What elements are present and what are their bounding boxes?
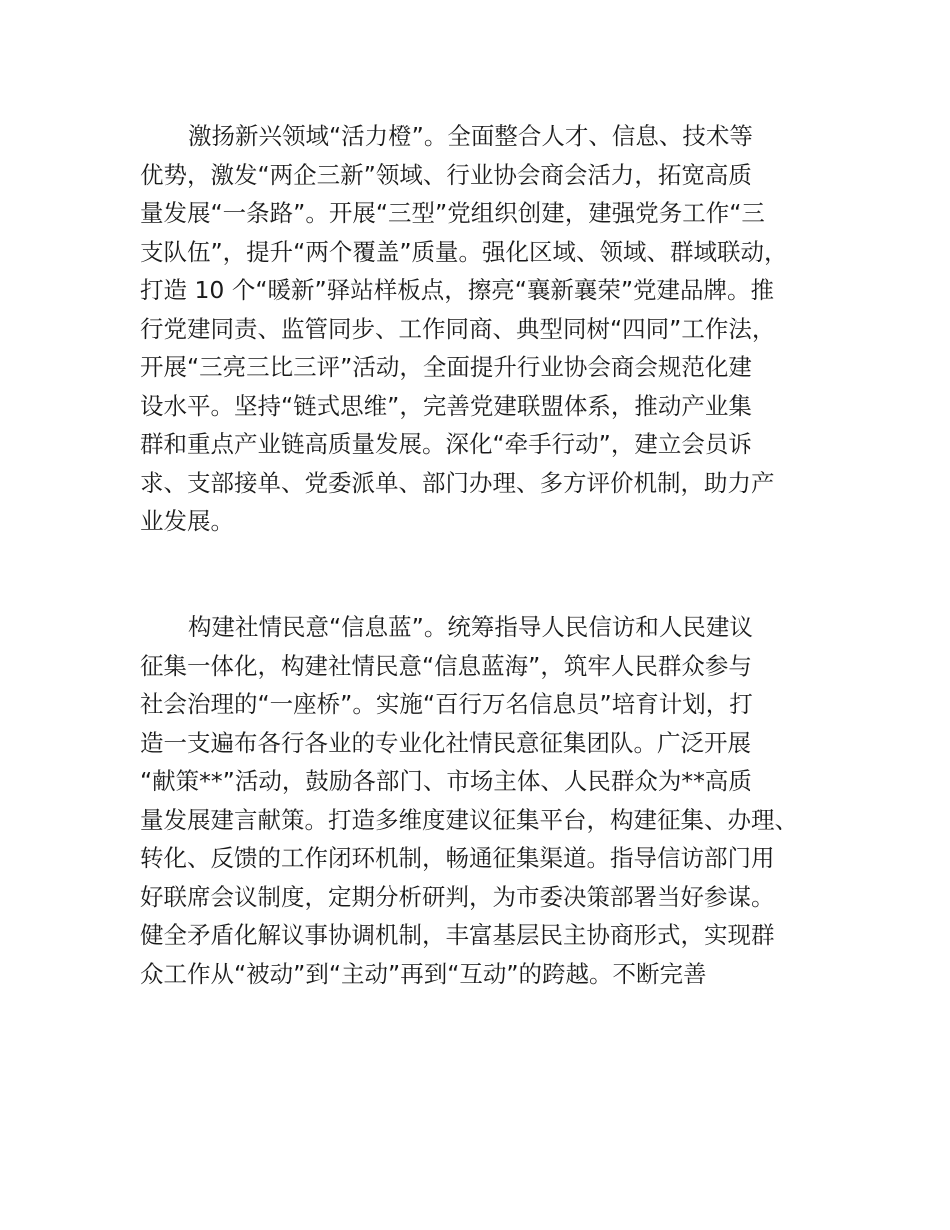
text-line: 打造 10 个“暖新”驿站样板点，擦亮“襄新襄荣”党建品牌。推 <box>140 276 775 304</box>
text-line: 量发展“一条路”。开展“三型”党组织创建，建强党务工作“三 <box>140 199 765 227</box>
text-line: 量发展建言献策。打造多维度建议征集平台，构建征集、办理、 <box>140 805 798 834</box>
text-line: 征集一体化，构建社情民意“信息蓝海”，筑牢人民群众参与 <box>140 651 752 680</box>
text-line: 支队伍”，提升“两个覆盖”质量。强化区域、领域、群域联动， <box>140 237 788 266</box>
text-line: 造一支遍布各行各业的专业化社情民意征集团队。广泛开展 <box>140 728 751 757</box>
text-line: 社会治理的“一座桥”。实施“百行万名信息员”培育计划，打 <box>140 690 753 718</box>
text-line: 构建社情民意“信息蓝”。统筹指导人民信访和人民建议 <box>188 613 753 641</box>
text-line: 好联席会议制度，定期分析研判，为市委决策部署当好参谋。 <box>140 882 775 911</box>
paragraph-vitality-orange <box>140 117 820 541</box>
text-line: 开展“三亮三比三评”活动，全面提升行业协会商会规范化建 <box>140 353 752 381</box>
text-line: 业发展。 <box>140 507 234 535</box>
text-line: 求、支部接单、党委派单、部门办理、多方评价机制，助力产 <box>140 468 775 497</box>
text-line: 激扬新兴领域“活力橙”。全面整合人才、信息、技术等 <box>188 122 753 150</box>
text-line: 健全矛盾化解议事协调机制，丰富基层民主协商形式，实现群 <box>140 921 775 949</box>
text-line: 设水平。坚持“链式思维”，完善党建联盟体系，推动产业集 <box>140 391 752 420</box>
text-line: 转化、反馈的工作闭环机制，畅通征集渠道。指导信访部门用 <box>140 844 775 872</box>
text-line: “献策**”活动，鼓励各部门、市场主体、人民群众为**高质 <box>140 767 752 795</box>
text-line: 众工作从“被动”到“主动”再到“互动”的跨越。不断完善 <box>140 959 707 988</box>
text-line: 优势，激发“两企三新”领域、行业协会商会活力，拓宽高质 <box>140 160 752 189</box>
text-line: 群和重点产业链高质量发展。深化“牵手行动”，建立会员诉 <box>140 430 752 458</box>
paragraph-info-blue <box>140 608 820 993</box>
text-line: 行党建同责、监管同步、工作同商、典型同树“四同”工作法， <box>140 314 776 343</box>
